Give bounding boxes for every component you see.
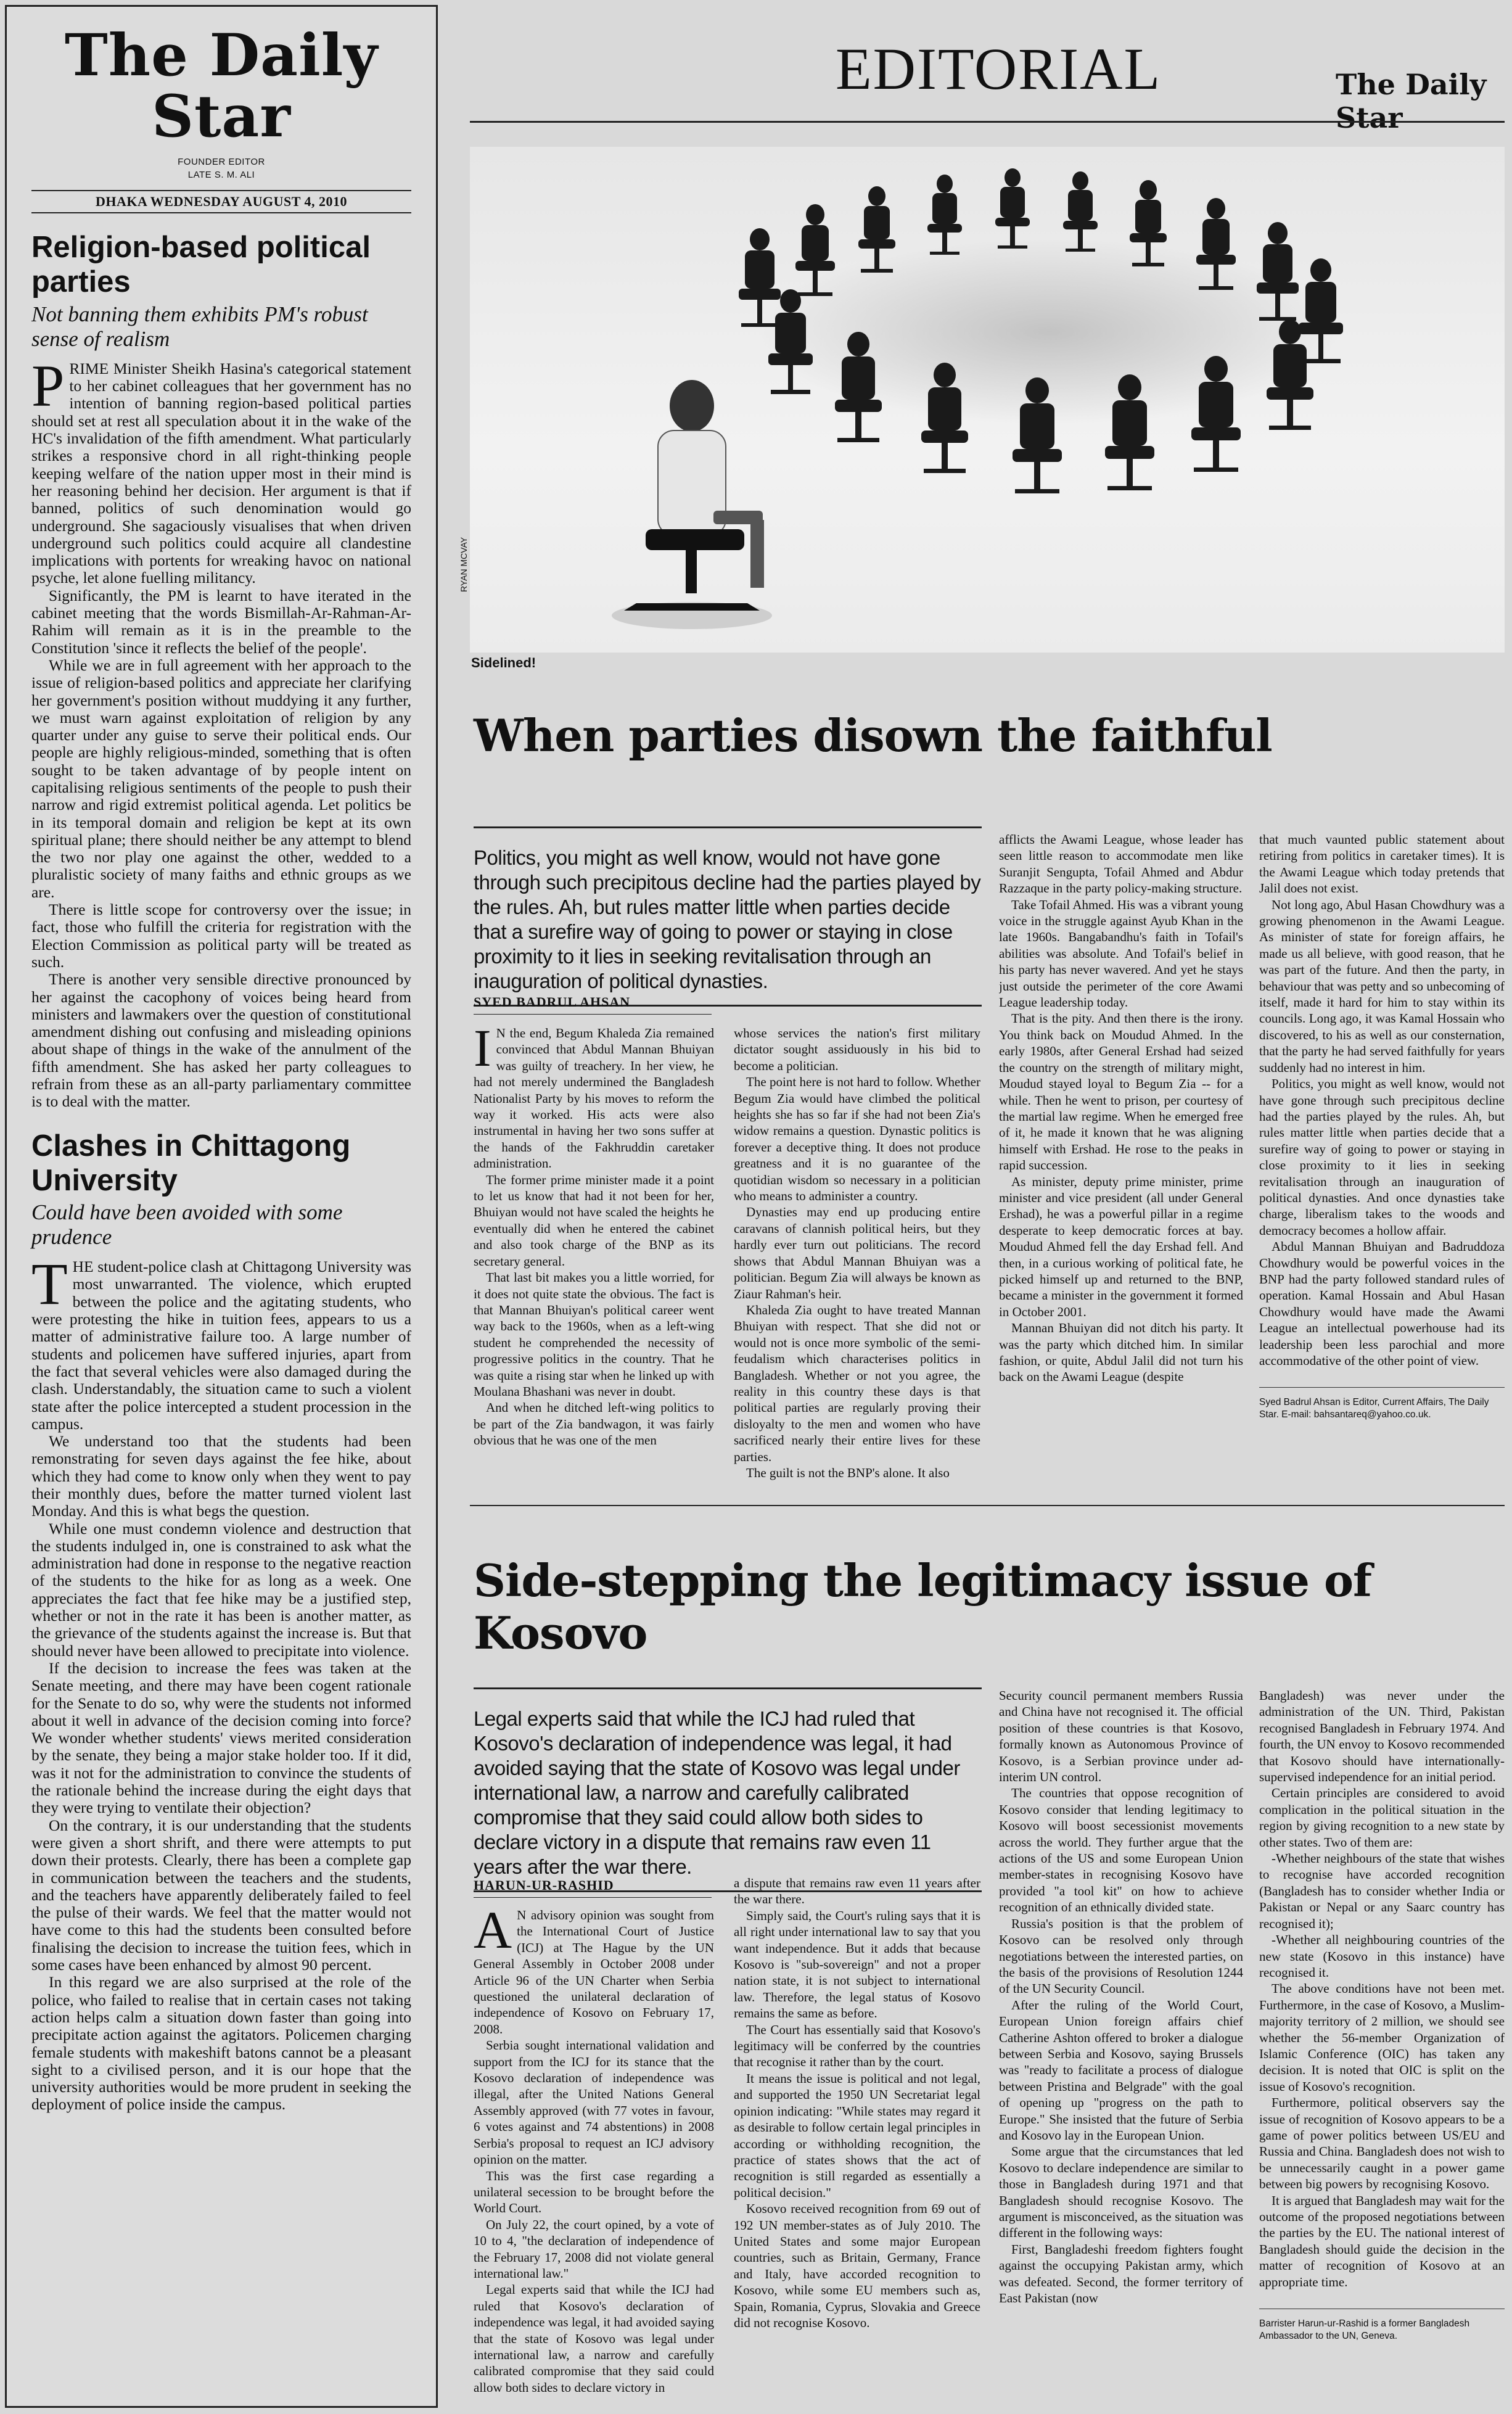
drop-cap: P — [31, 352, 65, 419]
article-deck: Politics, you might as well know, would not have gone through such precipitous decline had the parties played by the rules. Ah, but rules matter little when parties decide that a surefire way of going to power or staying in close proximity to it lies in seeking revitalisation through an inauguration of political dynasties. — [474, 826, 982, 1007]
article-column — [1259, 1687, 1505, 2408]
paragraph: And when he ditched left-wing politics to be part of the Zia bandwagon, it was fairly obvious that he was one of the men — [474, 1400, 714, 1448]
article-deck: Legal experts said that while the ICJ had ruled that Kosovo's declaration of independence was legal, it had avoided saying that the state of Kosovo was legal under international law, a narrow and carefully calibrated compromise that they said could allow both sides to declare victory in a dispute that remains raw even 11 years after the war there. — [474, 1687, 982, 1892]
paragraph: The point here is not hard to follow. Whether Begum Zia would have climbed the political heights she has so far if she had not been Zia's widow remains a question. Dynastic politics is forever a deceptive thing. It does not produce greatness and it is no guarantee of the quotidian wisdom so necessary in a politician who means to administer a country. — [734, 1074, 980, 1204]
editorial-subhead: Could have been avoided with some prudence — [31, 1200, 343, 1250]
paragraph: The guilt is not the BNP's alone. It also — [746, 1465, 950, 1480]
editorial-religion — [31, 231, 411, 1110]
paragraph: A N advisory opinion was sought from the International Court of Justice (ICJ) at The Hague by the UN General Assembly in October 2008 under Article 96 of the UN Charter when Serbia questioned the unilateral declaration of independence of Kosovo on February 17, 2008. — [474, 1907, 714, 2037]
paragraph: Serbia sought international validation and support from the ICJ for its stance that the Kosovo declaration of independence was illegal, after the United Nations General Assembly approved (with 77 votes in favour, 6 votes against and 74 abstentions) in 2008 Serbia's proposal to request an ICJ advisory opinion on the matter. — [474, 2038, 714, 2167]
paragraph: PRIME Minister Sheikh Hasina's categorical statement to her cabinet colleagues that her government has no intention of banning region-based political parties should set at rest all speculation about it in the wake of the HC's invalidation of the fifth amendment. What particularly strikes a responsive chord in all right-thinking people keeping welfare of the nation upper most in their mind is her reasoning behind her decision. Her argument is that if banned, politics of such denomination would go underground. She sagaciously visualises that when driven underground such politics could acquire all clandestine implications with portents for wreaking havoc on national psyche, let alone fuelling militancy. — [31, 352, 411, 587]
section-title: EDITORIAL — [836, 36, 1162, 102]
article-column — [734, 849, 980, 1486]
drop-cap: A — [474, 1907, 512, 1959]
editorial-photo — [470, 147, 1505, 653]
byline: SYED BADRUL AHSAN — [474, 994, 712, 1015]
chairs-circle-illustration — [470, 147, 1505, 653]
article-divider — [470, 1505, 1505, 1506]
paragraph: -Whether all neighbouring countries of the new state (Kosovo in this instance) have recognised it. — [1259, 1932, 1505, 1980]
paragraph: In this regard we are also surprised at the role of the police, who failed to realise that in certain cases not taking action helps calm a situation down faster than going into precipitate action against the agitators. Policemen charging female students with makeshift batons cannot be a pleasant sight to a civilised person, and it is our hope that the university authorities would be more prudent in seeking the deployment of police inside the campus. — [31, 1973, 411, 2114]
paragraph: Bangladesh) was never under the administration of the UN. Third, Pakistan recognised Bangladesh in February 1974. And fourth, the UN envoy to Kosovo recommended that Kosovo should have internationally-supervised independence for an initial period. — [1259, 1688, 1505, 1785]
paragraph: afflicts the Awami League, whose leader has seen little reason to accommodate men like Suranjit Sengupta, Tofail Ahmed and Abdur Razzaque in the party policy-making structure. — [999, 832, 1243, 896]
paragraph: The Court has essentially said that Kosovo's legitimacy will be conferred by the countries that recognise it rather than by the court. — [734, 2022, 980, 2070]
editorial-subhead: Not banning them exhibits PM's robust sense of realism — [31, 302, 368, 351]
paragraph: Legal experts said that while the ICJ had ruled that Kosovo's declaration of independence was legal, it had avoided saying that the state of Kosovo was legal under international law, a narrow and carefully calibrated compromise that they said could allow both sides to declare victory in — [474, 2282, 714, 2395]
founder-name: LATE S. M. ALI — [187, 170, 255, 181]
paragraph: Khaleda Zia ought to have treated Mannan Bhuiyan with respect. That she did not or would not is once more symbolic of the semi-feudalism which characterises politics in Bangladesh. Whether or not you agree, the reality in this country these days is that political parties are regularly proving their disloyalty to the men and women who have sacrificed nearly their entire lives for these parties. — [734, 1302, 980, 1464]
paragraph: a dispute that remains raw even 11 years after the war there. — [734, 1876, 980, 1907]
editorial-headline: Religion-based political parties — [31, 231, 371, 299]
article-column — [999, 831, 1243, 1486]
editorial-chittagong — [31, 1129, 411, 2114]
article-column — [474, 1025, 714, 1486]
masthead-logo: The Daily Star — [64, 22, 379, 150]
small-logo: The Daily Star — [1336, 68, 1487, 134]
paragraph: Significantly, the PM is learnt to have iterated in the cabinet meeting that the words Bismillah-Ar-Rahman-Ar-Rahim will remain as it is in the preamble to the Constitution 'since it reflects the belief of the people'. — [31, 586, 411, 657]
paragraph: Certain principles are considered to avoid complication in the political situation in the region by giving recognition to a new state by other states. Two of them are: — [1259, 1786, 1505, 1850]
paragraph: I N the end, Begum Khaleda Zia remained convinced that Abdul Mannan Bhuiyan was guilty of treachery. In her view, he had not merely undermined the Bangladesh Nationalist Party by his moves to reform the way it worked. His acts were also instrumental in having her two sons suffer at the hands of the Fakhruddin caretaker administration. — [474, 1025, 714, 1171]
paragraph: The countries that oppose recognition of Kosovo consider that lending legitimacy to Kosovo will boost secessionist movements across the world. They further argue that the actions of the US and some European Union member-states in recognising Kosovo have provided "a tool kit" on how to achieve recognition of an ethnically divided state. — [999, 1786, 1243, 1915]
paragraph: that much vaunted public statement about retiring from politics in caretaker times). It is the Awami League which today pretends that Jalil does not exist. — [1259, 832, 1505, 896]
paragraph: whose services the nation's first military dictator sought assiduously in his bid to become a politician. — [734, 1026, 980, 1073]
editorial-headline: Clashes in Chittagong University — [31, 1129, 351, 1197]
paragraph: We understand too that the students had been remonstrating for seven days against the fee hike, about which they had come to know only when they went to pay their monthly dues, before the matter turned violent last Monday. And this is what begs the question. — [31, 1432, 411, 1520]
paragraph: It means the issue is political and not legal, and supported the 1950 UN Secretariat legal opinion indicating: "While states may regard it as desirable to follow certain legal principles in according or withholding recognition, the practice of states shows that the act of recognition is still regarded as essentially a political decision." — [734, 2070, 980, 2200]
drop-cap: I — [474, 1025, 491, 1077]
paragraph: On July 22, the court opined, by a vote of 10 to 4, "the declaration of independence of the February 17, 2008 did not violate general international law." — [474, 2217, 714, 2281]
paragraph: After the ruling of the World Court, European Union foreign affairs chief Catherine Ashton offered to broker a dialogue between Serbia and Kosovo, saying Brussels was "ready to facilitate a process of dialogue between Pristina and Belgrade" with the goal of opening up "progress on the path to Europe." She insisted that the future of Serbia and Kosovo lay in the European Union. — [999, 1997, 1243, 2143]
photo-caption: Sidelined! — [471, 655, 536, 670]
drop-cap: T — [31, 1251, 68, 1317]
photo-credit: RYAN MCVAY — [459, 537, 469, 592]
paragraph: Security council permanent members Russia and China have not recognised it. The official position of these countries is that Kosovo, formally known as Autonomous Province of Kosovo, is a Serbian province under ad-interim UN control. — [999, 1688, 1243, 1785]
paragraph: That is the pity. And then there is the irony. You think back on Moudud Ahmed. In the early 1980s, after General Ershad had seized the country on the strength of military might, Moudud stayed loyal to Begum Zia -- for a while. Then he went to prison, per courtesy of the martial law regime. When he emerged free of it, he made it known that he was aligning himself with Ershad. He rose to the peaks in rapid succession. — [999, 1011, 1243, 1173]
paragraph: Abdul Mannan Bhuiyan and Badruddoza Chowdhury would be powerful voices in the BNP had the party followed standard rules of operation. Kamal Hossain and Abul Hasan Chowdhury would have made the Awami League an intellectual powerhouse had its leadership been less parochial and more accommodative of the other point of view. — [1259, 1239, 1505, 1368]
founder-editor — [31, 155, 411, 181]
byline: HARUN-UR-RASHID — [474, 1877, 712, 1898]
paragraph: As minister, deputy prime minister, prime minister and vice president (all under General Ershad), he was a powerful pillar in a regime desperate to keep democratic forces at bay. Moudud Ahmed fell the day Ershad fell. And then, in a curious working of political fate, he picked himself up and returned to the BNP, became a minister in the government it formed in October 2001. — [999, 1174, 1243, 1319]
article-column — [1259, 831, 1505, 1486]
paragraph: The above conditions have not been met. Furthermore, in the case of Kosovo, a Muslim-majority territory of 2 million, we should see whether the 56-member Organization of Islamic Conference (OIC) has taken any decision. It is noted that OIC is split on the issue of Kosovo's recognition. — [1259, 1981, 1505, 2094]
paragraph: That last bit makes you a little worried, for it does not quite state the obvious. The fact is that Mannan Bhuiyan's political career went way back to the 1960s, when as a left-wing student he comprehended the necessity of progressive politics in the country. That he was quite a rising star when he linked up with Moulana Bhashani was never in doubt. — [474, 1270, 714, 1399]
paragraph: While we are in full agreement with her approach to the issue of religion-based politics and appreciate her clarifying her government's position without muddying it any further, we must warn against exploitation of religion by any quarter under any guise to serve their political ends. Our people are highly religious-minded, something that is often sought to be taken advantage of by people intent on capitalising religious sentiments of the people to push their narrow and rigid extremist political agenda. Let politics be in its temporal domain and religion be kept at its own spiritual plane; there should neither be any attempt to blend the two nor play one against the other, wedded to a pluralistic society of many faiths and ethnic groups as we are. — [31, 656, 411, 901]
dateline: DHAKA WEDNESDAY AUGUST 4, 2010 — [31, 190, 411, 213]
paragraph: Politics, you might as well know, would not have gone through such precipitous decline had the parties played by the rules. Ah, but rules matter little when parties decide that a surefire way of going to power or staying in close proximity to it lies in seeking revitalisation through an inauguration of political dynasties. And once dynasties take charge, liberalism takes to the woods and democracy becomes a hollow affair. — [1259, 1076, 1505, 1238]
paragraph: This was the first case regarding a unilateral secession to be brought before the World Court. — [474, 2168, 714, 2216]
article-headline: Side-stepping the legitimacy issue of Kosovo — [474, 1554, 1371, 1659]
paragraph: Some argue that the circumstances that led Kosovo to declare independence are similar to those in Bangladesh during 1971 and that Bangladesh should recognise Kosovo. The argument is misconceived, as the situation was different in the following ways: — [999, 2144, 1243, 2241]
sidelined-man — [612, 380, 772, 629]
author-note: Syed Badrul Ahsan is Editor, Current Affairs, The Daily Star. E-mail: bahsantareq@yahoo.co.uk. — [1259, 1387, 1505, 1421]
paragraph: Dynasties may end up producing entire caravans of clannish political heirs, but they hardly ever turn out politicians. The record shows that Abdul Mannan Bhuiyan was a politician. Begum Zia will always be known as Ziaur Rahman's heir. — [734, 1205, 980, 1301]
article-column — [999, 1687, 1243, 2408]
paragraph: Furthermore, political observers say the issue of recognition of Kosovo appears to be a game of power politics between US/EU and Russia and China. Bangladesh does not wish to be unnecessarily caught in a power game between big powers by recognising Kosovo. — [1259, 2095, 1505, 2192]
paragraph: Mannan Bhuiyan did not ditch his party. It was the party which ditched him. In similar fashion, or quite, Abdul Jalil did not turn his back on the Awami League (despite — [999, 1320, 1243, 1385]
paragraph: Take Tofail Ahmed. His was a vibrant young voice in the struggle against Ayub Khan in the late 1960s. Bangabandhu's faith in Tofail's abilities was absolute. And Tofail's belief in his party has never wavered. And yet he stays just outside the perimeter of the core Awami League leadership today. — [999, 897, 1243, 1010]
paragraph: While one must condemn violence and destruction that the students indulged in, one is constrained to ask what the administration had done in response to the negative reaction of the students to the hike for as long as a week. One appreciates the fact that fee hike may be a justified step, whether or not in the rate it has been is another matter, as the grievance of the students against the increase is. But that should never have been allowed to precipitate into violence. — [31, 1519, 411, 1660]
paragraph: If the decision to increase the fees was taken at the Senate meeting, and there may have been cogent rationale for the Senate to do so, why were the students not informed about it well in advance of the decision coming into force? We wonder whether students' views merited consideration by the senate, they being a major stake holder too. If it did, was it not for the administration to convince the students of the rationale behind the increase during the eight days that they were trying to ventilate their objection? — [31, 1658, 411, 1817]
paragraph: There is little scope for controversy over the issue; in fact, those who fulfill the criteria for registration with the Election Commission as political party will be treated as such. — [31, 900, 411, 971]
paragraph: There is another very sensible directive pronounced by her against the cacophony of voices being heard from ministers and lawmakers over the question of constitutional amendment dishing out confusing and misleading opinions about shape of things in the wake of the annulment of the fifth amendment. She has asked her party colleagues to refrain from these as an all-party parliamentary committee is to deal with the matter. — [31, 970, 411, 1111]
paragraph: The former prime minister made it a point to let us know that had it not been for her, Bhuiyan would not have scaled the heights he eventually did when he entered the cabinet and also took charge of the BNP as its secretary general. — [474, 1172, 714, 1269]
founder-label: FOUNDER EDITOR — [178, 157, 265, 168]
paragraph: On the contrary, it is our understanding that the students were given a short shrift, and there were attempts to put down their protests. Clearly, there has been a complete gap in communication between the teachers and the students, and the teachers have apparently deliberately failed to feel the pulse of their wards. We feel that the matter would not have come to this had the students been consulted before finalising the decision to increase the tuition fees, which in some cases have been enhanced by almost 90 percent. — [31, 1816, 411, 1974]
left-editorial-column — [5, 5, 438, 2408]
author-note: Barrister Harun-ur-Rashid is a former Bangladesh Ambassador to the UN, Geneva. — [1259, 2309, 1505, 2342]
paragraph: Not long ago, Abul Hasan Chowdhury was a growing phenomenon in the Awami League. As minister of state for foreign affairs, he made us all believe, with good reason, that he was part of the future. And then the party, in behaviour that was petty and so unbecoming of itself, made it hard for him to stay within its councils. Long ago, it was Kamal Hossain who discovered, to his as well as our consternation, that the party he had served faithfully for years suddenly had no interest in him. — [1259, 897, 1505, 1075]
article-headline: When parties disown the faithful — [474, 709, 1272, 762]
paragraph: First, Bangladeshi freedom fighters fought against the occupying Pakistan army, which was defeated. Second, the former territory of East Pakistan (now — [999, 2241, 1243, 2306]
paragraph: THE student-police clash at Chittagong University was most unwarranted. The violence, which erupted between the police and the agitating students, who were protesting the hike in tuition fees, appears to us a matter of administrative failure too. A large number of students and policemen have suffered injuries, apart from the fact that several vehicles were also damaged during the clash. Understandably, the situation came to such a violent state after the police intercepted a student procession in the campus. — [31, 1251, 411, 1433]
paragraph: Russia's position is that the problem of Kosovo can be resolved only through negotiations between the interested parties, on the basis of the provisions of Resolution 1244 of the UN Security Council. — [999, 1916, 1243, 1996]
paragraph: Simply said, the Court's ruling says that it is all right under international law to say that you want independence. But it adds that because Kosovo is "sub-sovereign" and not a proper nation state, it is not subject to international law. Therefore, the legal status of Kosovo remains the same as before. — [734, 1908, 980, 2021]
article-column — [474, 1907, 714, 2408]
header-rule — [470, 121, 1505, 123]
paragraph: It is argued that Bangladesh may wait for the outcome of the proposed negotiations between the parties by the EU. The national interest of Bangladesh should guide the decision in the matter of recognition of Kosovo at an appropriate time. — [1259, 2193, 1505, 2289]
paragraph: -Whether neighbours of the state that wishes to recognise have accorded recognition (Bangladesh has to consider whether India or Pakistan or Nepal or any Saarc country has recognised it); — [1259, 1851, 1505, 1931]
paragraph: Kosovo received recognition from 69 out of 192 UN member-states as of July 2010. The United States and some major European countries, such as Britain, Germany, France and Italy, have accorded recognition to Kosovo, while some EU members such as, Spain, Romania, Cyprus, Slovakia and Greece did not recognise Kosovo. — [734, 2201, 980, 2330]
article-column — [734, 1875, 980, 2408]
